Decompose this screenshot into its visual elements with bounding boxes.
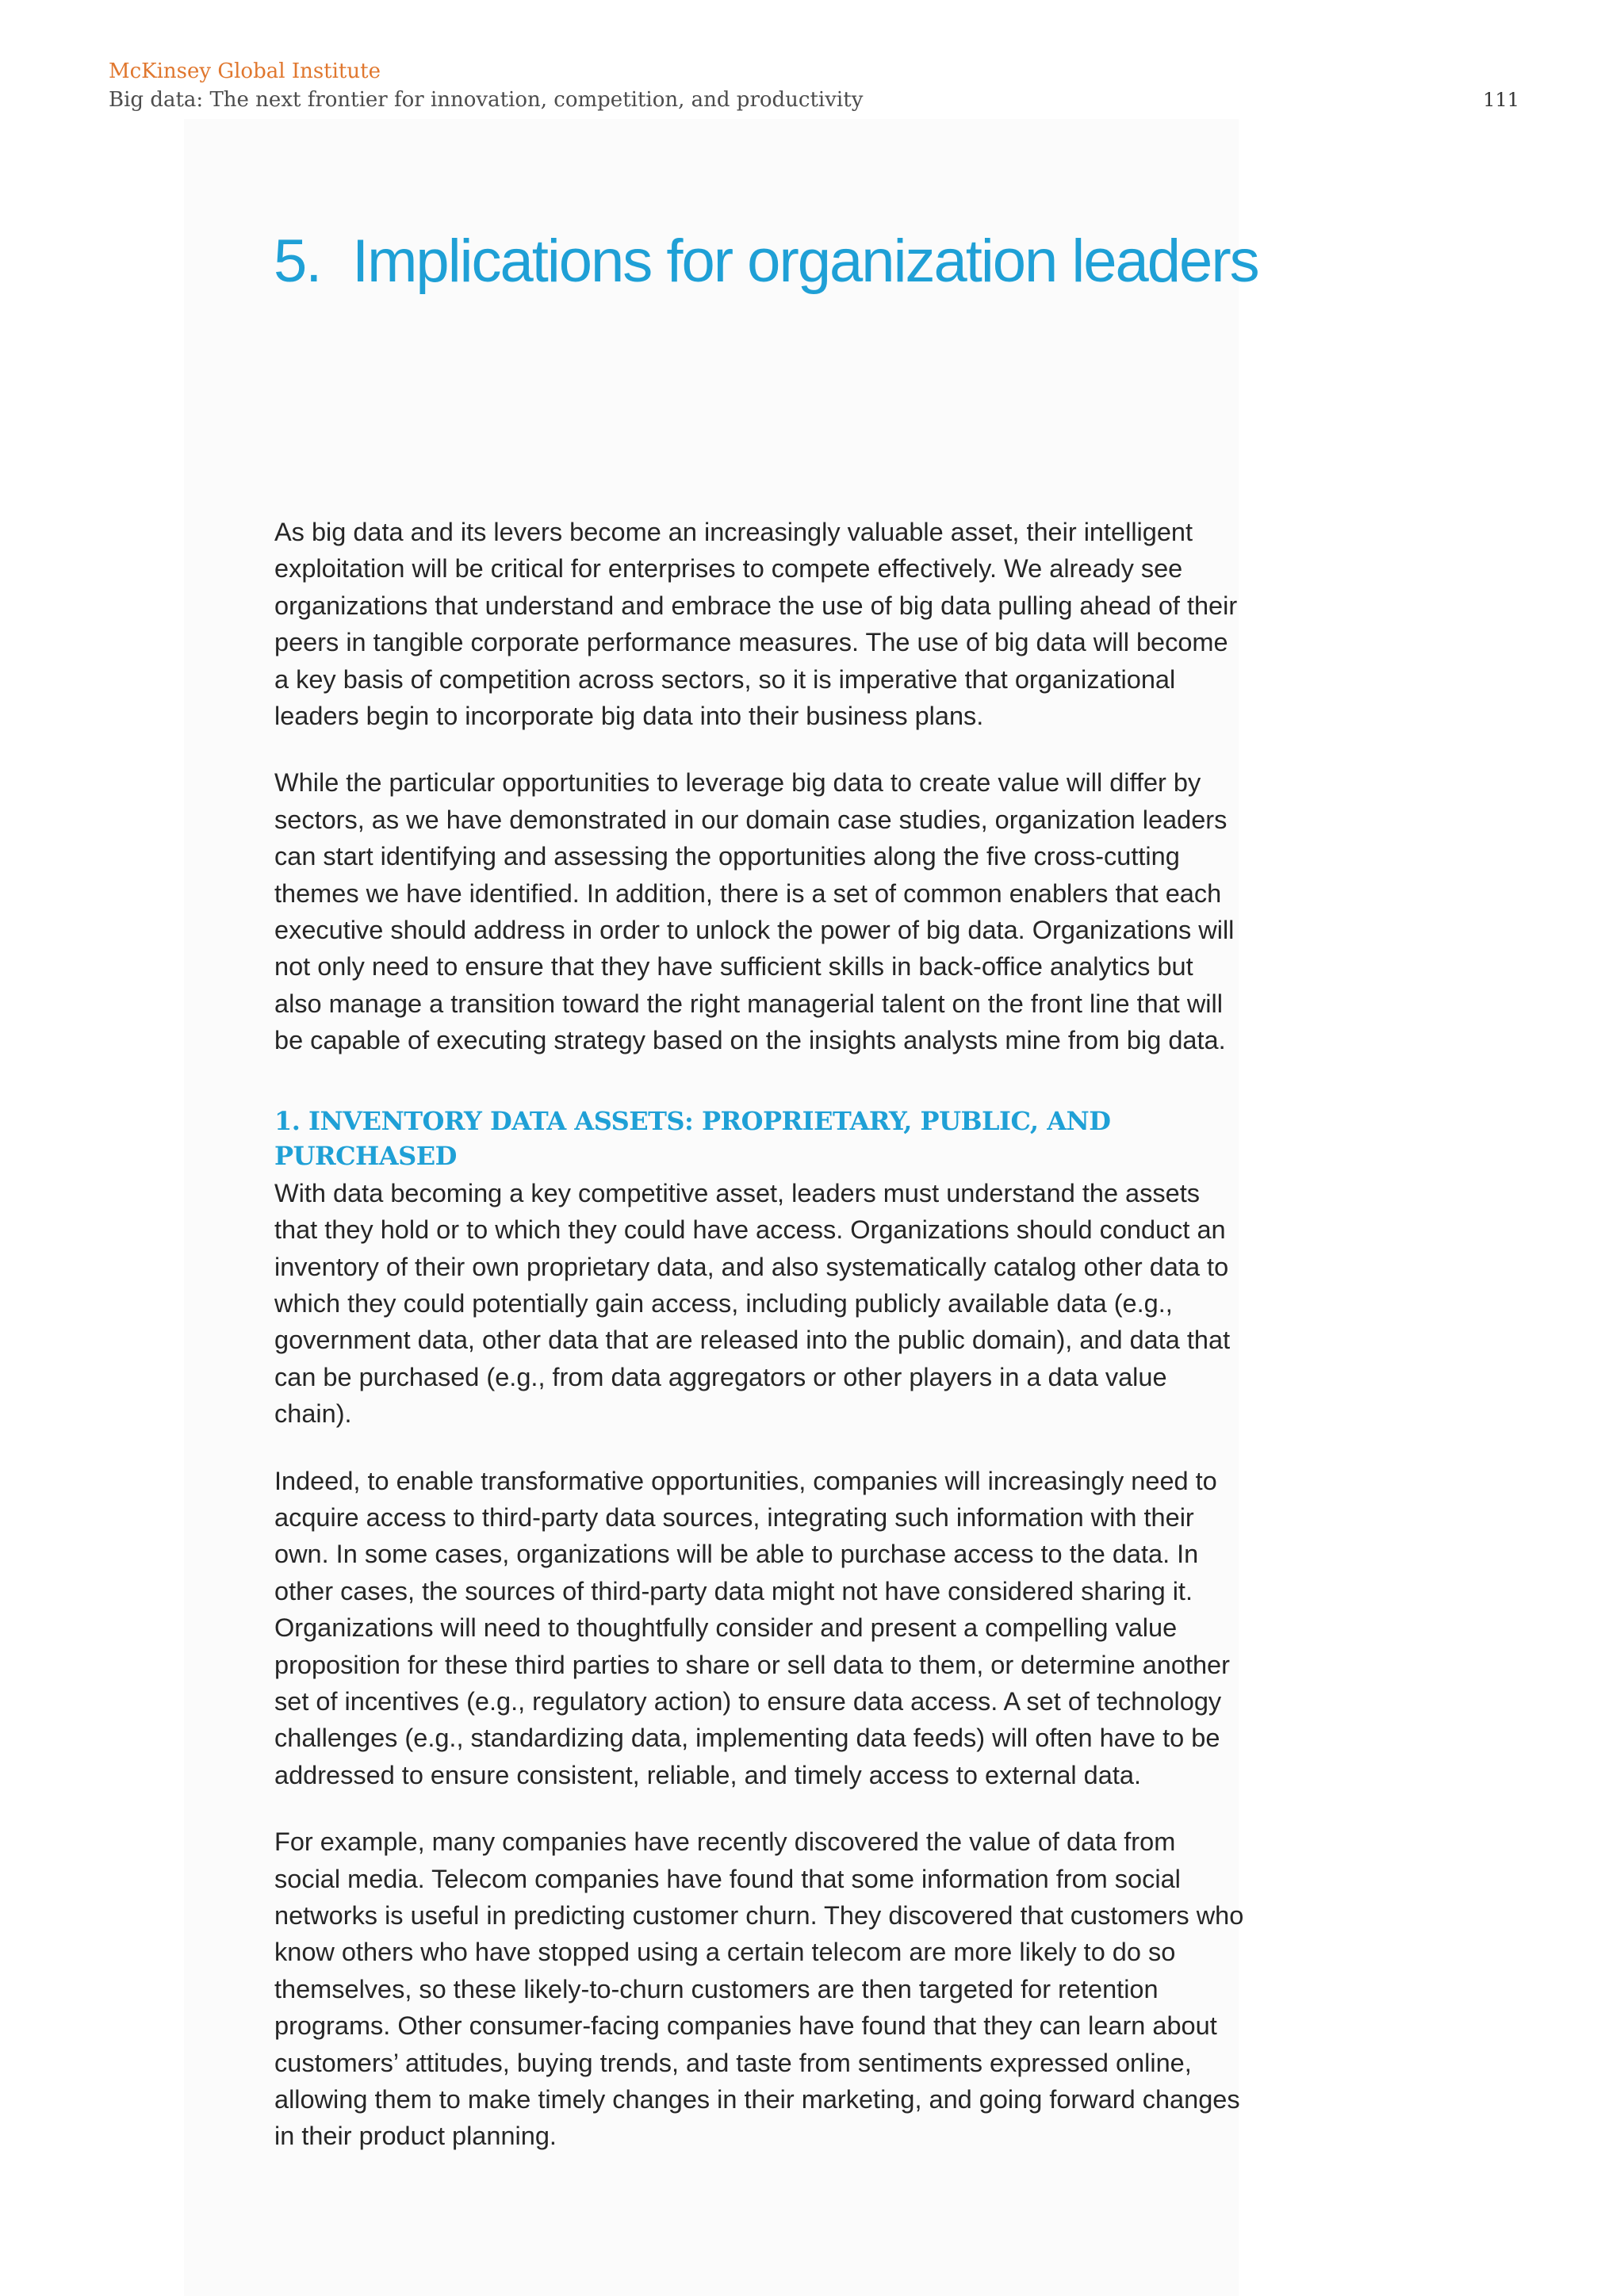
intro-paragraph-2: While the particular opportunities to leverage big data to create value will differ by sectors, as we have demonstrated in our domain case studies, organization leaders can start identifying and assessing the opportunities along the five cross-cutting themes we have identified. In addition, there is a set of common enablers that each executive should address in order to unlock the power of big data. Organizations will not only need to ensure that they have sufficient skills in back-office analytics but also manage a transition toward the right managerial talent on the front line that will be capable of executing strategy based on the insights analysts mine from big data. bbox=[274, 768, 1235, 1055]
organization-name: McKinsey Global Institute bbox=[109, 59, 381, 83]
body-content bbox=[274, 514, 1246, 2185]
header-row bbox=[109, 86, 1519, 114]
chapter-number: 5. bbox=[274, 228, 321, 295]
intro-paragraph-1: As big data and its levers become an increasingly valuable asset, their intelligent exploitation will be critical for enterprises to compete effectively. We already see organizations that understand and embrace the use of big data pulling ahead of their peers in tangible corporate performance measures. The use of big data will become a key basis of competition across sectors, so it is imperative that organizational leaders begin to incorporate big data into their business plans. bbox=[274, 518, 1238, 731]
running-header bbox=[109, 57, 1519, 114]
chapter-title-text: Implications for organization leaders bbox=[352, 228, 1258, 295]
chapter-title bbox=[274, 227, 1258, 296]
section-paragraph-3: For example, many companies have recently discovered the value of data from social media. Telecom companies have found that some information from social networks is useful in predicting customer churn. They discovered that customers who know others who have stopped using a certain telecom are more likely to do so themselves, so these likely-to-churn customers are then targeted for retention programs. Other consumer-facing companies have found that they can learn about customers’ attitudes, buying trends, and taste from sentiments expressed online, allowing them to make timely changes in their marketing, and going forward changes in their product planning. bbox=[274, 1827, 1244, 2151]
section-paragraph-2: Indeed, to enable transformative opportunities, companies will increasingly need to acquire access to third-party data sources, integrating such information with their own. In some cases, organizations will be able to purchase access to the data. In other cases, the sources of third-party data might not have considered sharing it. Organizations will need to thoughtfully consider and present a compelling value proposition for these third parties to share or sell data to them, or determine another set of incentives (e.g., regulatory action) to ensure data access. A set of technology challenges (e.g., standardizing data, implementing data feeds) will often have to be addressed to ensure consistent, reliable, and timely access to external data. bbox=[274, 1466, 1230, 1789]
report-title: Big data: The next frontier for innovation, competition, and productivity bbox=[109, 88, 864, 112]
section-paragraph-1: With data becoming a key competitive asset, leaders must understand the assets that they hold or to which they could have access. Organizations should conduct an inventory of their own proprietary data, and also systematically catalog other data to which they could potentially gain access, including publicly available data (e.g., government data, other data that are released into the public domain), and data that can be purchased (e.g., from data aggregators or other players in a data value chain). bbox=[274, 1178, 1231, 1429]
page-number: 111 bbox=[1483, 89, 1519, 111]
section-heading: 1. INVENTORY DATA ASSETS: PROPRIETARY, PUBLIC, AND PURCHASED bbox=[274, 1105, 1111, 1171]
